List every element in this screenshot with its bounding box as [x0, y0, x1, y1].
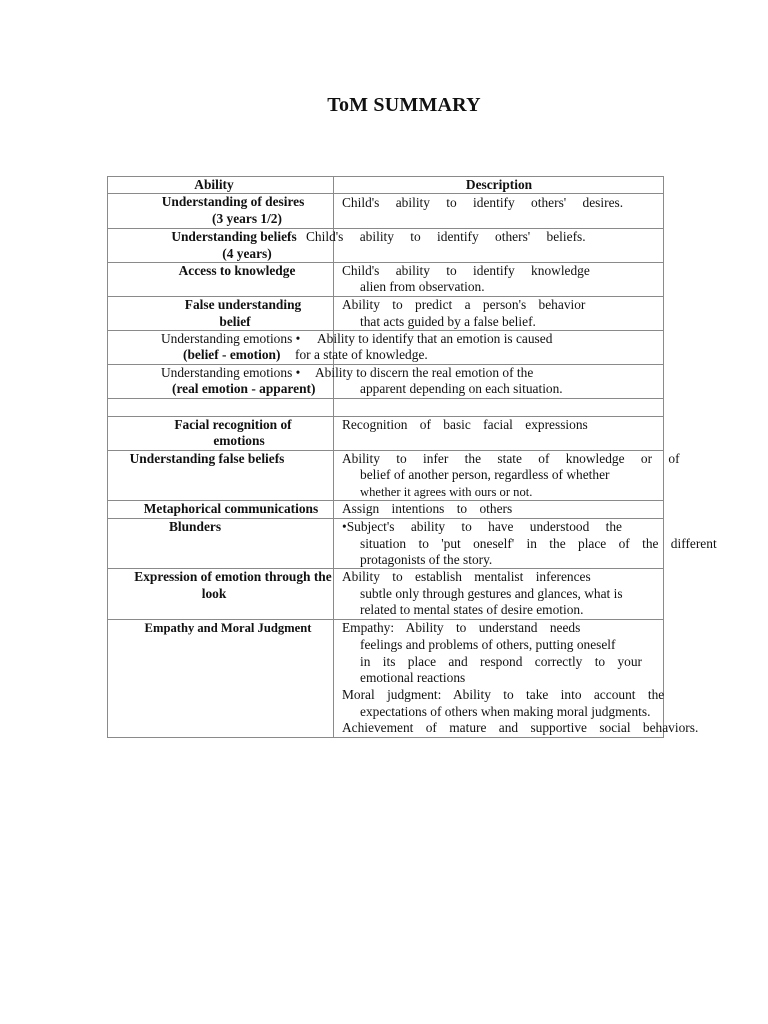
- header-ability: Ability: [194, 177, 234, 192]
- description-cell: feelings and problems of others, putting oneself: [360, 637, 616, 652]
- ability-cell: Blunders: [168, 519, 222, 534]
- description-cell: subtle only through gestures and glances, what is: [360, 586, 623, 601]
- ability-cell: emotions: [213, 433, 265, 448]
- table-rule: [107, 176, 108, 738]
- ability-cell: Understanding false beliefs: [129, 451, 285, 466]
- summary-table: [107, 176, 717, 738]
- description-cell: Assign intentions to others: [342, 501, 513, 516]
- table-rule: [107, 398, 663, 399]
- description-cell: Ability to predict a person's behavior: [342, 297, 586, 312]
- header-description: Description: [465, 177, 533, 192]
- description-cell: Child's ability to identify others' beliefs.: [306, 229, 586, 244]
- description-cell: apparent depending on each situation.: [360, 381, 563, 396]
- description-cell: •Subject's ability to have understood the: [342, 519, 622, 534]
- description-cell: alien from observation.: [360, 279, 485, 294]
- description-cell: Child's ability to identify others' desires.: [342, 195, 624, 210]
- description-cell: Moral judgment: Ability to take into account the: [342, 687, 665, 702]
- ability-cell: Access to knowledge: [178, 263, 296, 278]
- description-cell: situation to 'put oneself' in the place of the different: [360, 536, 717, 551]
- ability-cell: (3 years 1/2): [212, 211, 282, 226]
- ability-cell: False understanding: [184, 297, 302, 312]
- description-cell: Ability to identify that an emotion is caused: [317, 331, 553, 346]
- ability-cell: Understanding beliefs: [171, 229, 297, 244]
- ability-cell: (belief - emotion): [183, 347, 281, 362]
- ability-cell: Empathy and Moral Judgment: [144, 621, 312, 635]
- description-cell: Achievement of mature and supportive social behaviors.: [342, 720, 699, 735]
- description-cell: emotional reactions: [360, 670, 466, 685]
- description-cell: in its place and respond correctly to your: [360, 654, 643, 669]
- description-cell: belief of another person, regardless of whether: [360, 467, 610, 482]
- description-cell: that acts guided by a false belief.: [360, 314, 536, 329]
- description-cell: protagonists of the story.: [360, 552, 493, 567]
- description-cell: Ability to infer the state of knowledge or of: [342, 451, 680, 466]
- ability-cell: Understanding of desires: [161, 194, 305, 209]
- ability-cell: (real emotion - apparent): [172, 381, 316, 396]
- ability-cell: Facial recognition of: [174, 417, 292, 432]
- table-rule: [107, 737, 663, 738]
- ability-cell: belief: [219, 314, 251, 329]
- description-cell: Recognition of basic facial expressions: [342, 417, 588, 432]
- description-cell: expectations of others when making moral judgments.: [360, 704, 651, 719]
- page-title: ToM SUMMARY: [327, 94, 481, 116]
- ability-cell: look: [201, 586, 227, 601]
- ability-cell: Metaphorical communications: [143, 501, 319, 516]
- description-cell: Ability to establish mentalist inferences: [342, 569, 591, 584]
- description-cell: whether it agrees with ours or not.: [360, 485, 533, 499]
- table-rule: [107, 176, 663, 177]
- ability-cell: Understanding emotions •: [161, 331, 301, 346]
- ability-cell: (4 years): [222, 246, 272, 261]
- description-cell: for a state of knowledge.: [295, 347, 428, 362]
- table-rule: [333, 176, 334, 738]
- ability-cell: Expression of emotion through the: [134, 569, 332, 584]
- description-cell: Ability to discern the real emotion of the: [315, 365, 534, 380]
- description-cell: related to mental states of desire emotion.: [360, 602, 584, 617]
- description-cell: Child's ability to identify knowledge: [342, 263, 590, 278]
- ability-cell: Understanding emotions •: [161, 365, 301, 380]
- description-cell: Empathy: Ability to understand needs: [342, 620, 581, 635]
